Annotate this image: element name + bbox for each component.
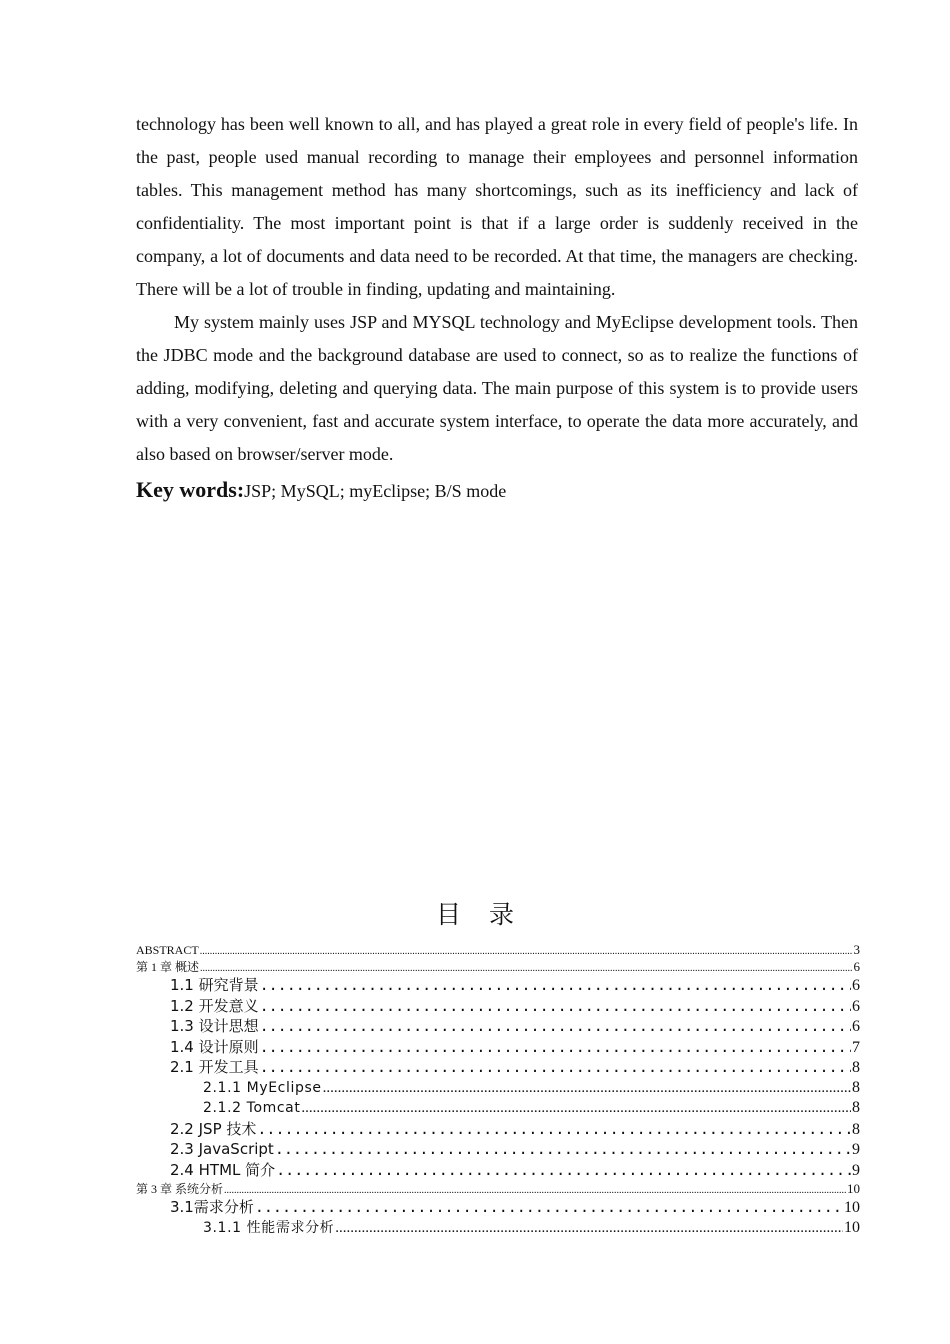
toc-entry[interactable] bbox=[136, 1218, 860, 1239]
toc-entry-page: 10 bbox=[844, 1199, 860, 1216]
toc-entry[interactable] bbox=[136, 941, 860, 958]
toc-entry-label: 第 1 章 概述 bbox=[136, 960, 200, 974]
toc-dot-leader bbox=[257, 1119, 851, 1140]
abstract-body bbox=[136, 108, 858, 471]
keywords-label: Key words: bbox=[136, 477, 245, 502]
toc-entry[interactable] bbox=[136, 996, 860, 1017]
toc-entry[interactable] bbox=[136, 1057, 860, 1078]
toc-entry-page: 10 bbox=[844, 1218, 860, 1236]
table-of-contents bbox=[136, 941, 860, 1238]
keywords-value: JSP; MySQL; myEclipse; B/S mode bbox=[244, 481, 507, 501]
toc-dot-leader bbox=[323, 1078, 851, 1099]
toc-entry-page: 8 bbox=[852, 1099, 860, 1116]
abstract-paragraph: My system mainly uses JSP and MYSQL technology and MyEclipse development tools. Then the JDBC mode and the background database are used to connect, so as to realize the functions of adding, modifying, deleting and querying data. The main purpose of this system is to provide users with a very convenient, fast and accurate system interface, to operate the data more accurately, and also based on browser/server mode. bbox=[136, 312, 858, 464]
toc-entry-label: ABSTRACT bbox=[136, 943, 199, 957]
toc-entry-label: 3.1需求分析 bbox=[170, 1198, 254, 1216]
toc-entry-label: 第 3 章 系统分析 bbox=[136, 1182, 224, 1196]
toc-dot-leader bbox=[276, 1160, 851, 1181]
toc-entry[interactable] bbox=[136, 1078, 860, 1099]
toc-dot-leader bbox=[335, 1218, 843, 1239]
toc-entry-page: 8 bbox=[852, 1120, 860, 1138]
toc-title: 目录 bbox=[435, 900, 542, 929]
toc-entry[interactable] bbox=[136, 1016, 860, 1037]
toc-entry-label: 2.4 HTML 简介 bbox=[170, 1160, 276, 1179]
toc-entry-page: 3 bbox=[853, 942, 860, 957]
toc-entry-label: 2.3 JavaScript bbox=[170, 1140, 274, 1158]
toc-entry-page: 9 bbox=[852, 1161, 860, 1179]
toc-entry-page: 10 bbox=[847, 1181, 860, 1196]
toc-entry[interactable] bbox=[136, 1098, 860, 1119]
toc-entry-label: 1.4 设计原则 bbox=[170, 1037, 259, 1056]
toc-entry-label: 2.1.1 MyEclipse bbox=[203, 1079, 322, 1096]
toc-entry-label: 2.1 开发工具 bbox=[170, 1058, 259, 1076]
toc-entry[interactable] bbox=[136, 1180, 860, 1197]
keywords-line bbox=[136, 475, 506, 506]
toc-entry[interactable] bbox=[136, 1037, 860, 1058]
toc-entry[interactable] bbox=[136, 1160, 860, 1181]
toc-dot-leader bbox=[260, 975, 851, 996]
toc-entry-label: 2.1.2 Tomcat bbox=[203, 1100, 301, 1116]
toc-dot-leader bbox=[260, 996, 851, 1017]
toc-entry[interactable] bbox=[136, 1139, 860, 1160]
toc-entry-label: 2.2 JSP 技术 bbox=[170, 1119, 257, 1138]
toc-dot-leader bbox=[255, 1197, 843, 1218]
toc-entry[interactable] bbox=[136, 958, 860, 975]
toc-dot-leader bbox=[200, 943, 853, 958]
toc-entry[interactable] bbox=[136, 1119, 860, 1140]
toc-dot-leader bbox=[260, 1016, 851, 1037]
toc-entry[interactable] bbox=[136, 975, 860, 996]
abstract-paragraph: technology has been well known to all, and has played a great role in every field of people's life. In the past, people used manual recording to manage their employees and personnel information tables. This management method has many shortcomings, such as its inefficiency and lack of confidentiality. The most important point is that if a large order is suddenly received in the company, a lot of documents and data need to be recorded. At that time, the managers are checking. There will be a lot of trouble in finding, updating and maintaining. bbox=[136, 114, 858, 299]
toc-dot-leader bbox=[301, 1098, 851, 1119]
toc-dot-leader bbox=[275, 1139, 851, 1160]
toc-entry-label: 1.3 设计思想 bbox=[170, 1017, 259, 1035]
toc-entry-label: 1.2 开发意义 bbox=[170, 996, 259, 1015]
toc-entry-page: 6 bbox=[852, 977, 860, 994]
toc-entry-page: 9 bbox=[852, 1141, 860, 1158]
toc-dot-leader bbox=[260, 1057, 851, 1078]
toc-entry-page: 8 bbox=[852, 1059, 860, 1076]
toc-entry-label: 3.1.1 性能需求分析 bbox=[203, 1219, 335, 1236]
toc-entry-page: 7 bbox=[852, 1038, 860, 1056]
toc-entry-page: 8 bbox=[852, 1078, 860, 1096]
toc-entry-page: 6 bbox=[852, 997, 860, 1015]
toc-dot-leader bbox=[224, 1182, 846, 1197]
toc-entry[interactable] bbox=[136, 1197, 860, 1218]
toc-entry-page: 6 bbox=[852, 1018, 860, 1035]
toc-entry-label: 1.1 研究背景 bbox=[170, 976, 259, 994]
toc-entry-page: 6 bbox=[853, 959, 860, 974]
toc-dot-leader bbox=[200, 960, 852, 975]
toc-dot-leader bbox=[260, 1037, 851, 1058]
